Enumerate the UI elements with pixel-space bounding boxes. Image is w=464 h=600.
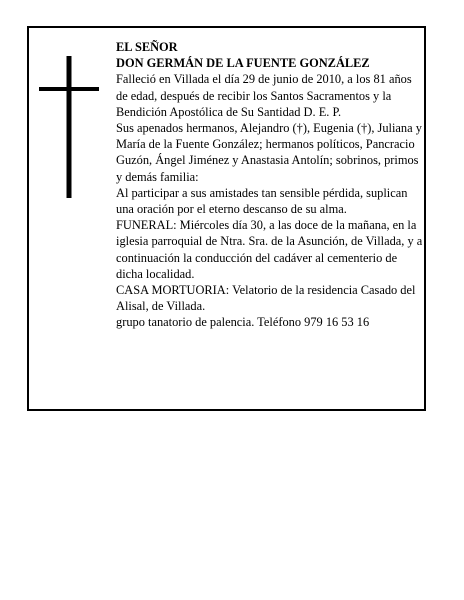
obituary-notice [27,26,426,411]
funeral-home-contact: grupo tanatorio de palencia. Teléfono 979 16 53 16 [116,315,370,330]
latin-cross-icon [39,56,99,198]
prayer-request-paragraph: Al participar a sus amistades tan sensible pérdida, suplican una oración por el eterno descanso de su alma. [116,185,408,217]
notice-title: EL SEÑOR [116,40,178,54]
deceased-name: DON GERMÁN DE LA FUENTE GONZÁLEZ [116,56,370,71]
funeral-paragraph: FUNERAL: Miércoles día 30, a las doce de la mañana, en la iglesia parroquial de Ntra. Sra. de la Asunción, de Villada, y a continuación la conducción del cadáver al cementerio de dicha localidad. [116,218,423,281]
mortuary-paragraph: CASA MORTUORIA: Velatorio de la residencia Casado del Alisal, de Villada. [116,283,416,314]
family-paragraph: Sus apenados hermanos, Alejandro (†), Eugenia (†), Juliana y María de la Fuente González; hermanos políticos, Pancracio Guzón, Ángel Jiménez y Anastasia Antolín; sobrinos, primos y demás familia: [116,121,422,184]
death-details-paragraph: Falleció en Villada el día 29 de junio de 2010, a los 81 años de edad, después de recibir los Santos Sacramentos y la Bendición Apostólica de Su Santidad D. E. P. [116,72,412,119]
obituary-text [116,39,424,331]
